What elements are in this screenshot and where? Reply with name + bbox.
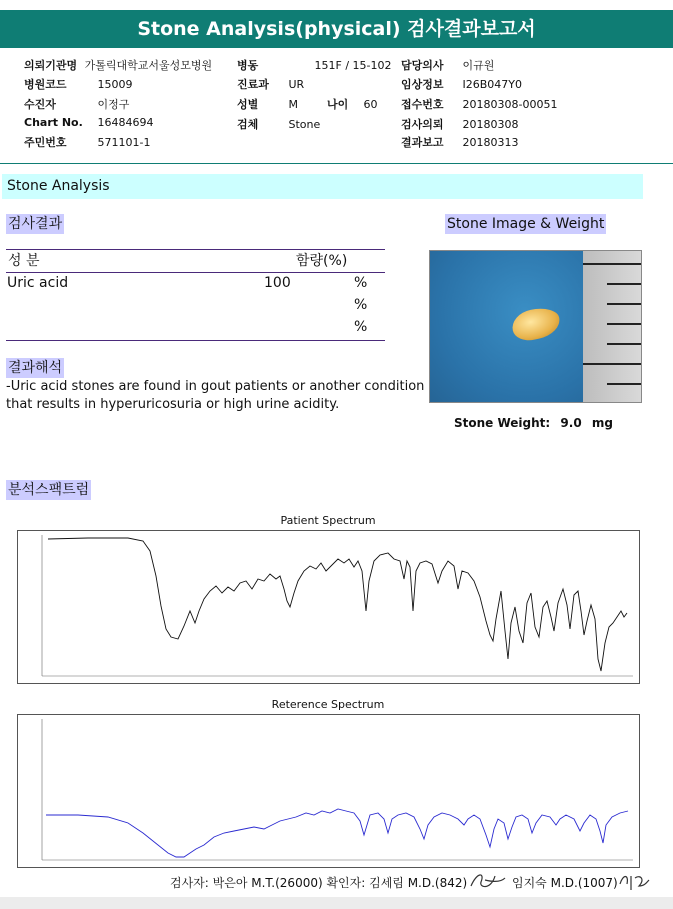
- info-hospital-code: 병원코드 15009: [24, 78, 133, 91]
- reference-spectrum-svg: [18, 715, 639, 867]
- info-report-date: 결과보고 20180313: [401, 136, 519, 149]
- stone-specimen: [509, 304, 562, 343]
- result-unit: %: [354, 297, 368, 313]
- result-unit: %: [354, 275, 368, 291]
- table-header-line: [6, 272, 385, 273]
- info-doctor: 담당의사 이규원: [401, 59, 495, 72]
- results-heading: 검사결과: [8, 216, 63, 232]
- info-accession: 접수번호 20180308-00051: [401, 98, 558, 111]
- info-clinical: 임상정보 I26B047Y0: [401, 78, 523, 91]
- result-unit: %: [354, 319, 368, 335]
- info-chart-no: Chart No. 16484694: [24, 116, 154, 129]
- result-component: Uric acid: [7, 275, 69, 291]
- info-department: 진료과 UR: [237, 78, 305, 91]
- reference-spectrum-plot: [17, 714, 640, 868]
- reference-spectrum-title: Reterence Spectrum: [271, 698, 385, 711]
- info-sex: 성별 M: [237, 98, 298, 111]
- ruler: [583, 251, 641, 402]
- info-age: 나이 60: [327, 98, 378, 111]
- interpretation-text: -Uric acid stones are found in gout patients or another condition that results in hyperuricosuria or high urine acidity.: [6, 379, 425, 412]
- divider: [0, 163, 673, 164]
- col-content-header: 함량(%): [296, 253, 348, 269]
- stone-weight: Stone Weight: 9.0 mg: [454, 416, 613, 430]
- handwritten-signature: [617, 868, 651, 894]
- info-patient-name: 수진자 이정구: [24, 98, 130, 111]
- interpretation-heading: 결과해석: [8, 360, 63, 376]
- signature-mark: [467, 868, 507, 894]
- table-bottom-line: [6, 340, 385, 341]
- info-request-date: 검사의뢰 20180308: [401, 118, 519, 131]
- info-resident-number: 주민번호 571101-1: [24, 136, 151, 149]
- info-requesting-institution: 의뢰기관명 가톨릭대학교서울성모병원: [24, 59, 213, 72]
- patient-spectrum-title: Patient Spectrum: [280, 514, 376, 527]
- image-heading: Stone Image & Weight: [447, 216, 605, 232]
- info-specimen: 검체 Stone: [237, 118, 321, 131]
- report-title: Stone Analysis(physical) 검사결과보고서: [0, 10, 673, 48]
- spectrum-heading: 분석스팩트럼: [8, 482, 90, 498]
- result-value: 100: [264, 275, 291, 291]
- patient-spectrum-plot: [17, 530, 640, 684]
- footer-signatures: 검사자: 박은아 M.T.(26000) 확인자: 김세림 M.D.(842): [170, 876, 468, 890]
- info-ward: 병동 151F / 15-102: [237, 59, 392, 72]
- stone-photo: [429, 250, 642, 403]
- section-title: Stone Analysis: [2, 174, 643, 199]
- patient-spectrum-svg: [18, 531, 639, 683]
- col-component-header: 성 분: [8, 253, 40, 269]
- footer-signer: 임지숙 M.D.(1007): [512, 876, 618, 890]
